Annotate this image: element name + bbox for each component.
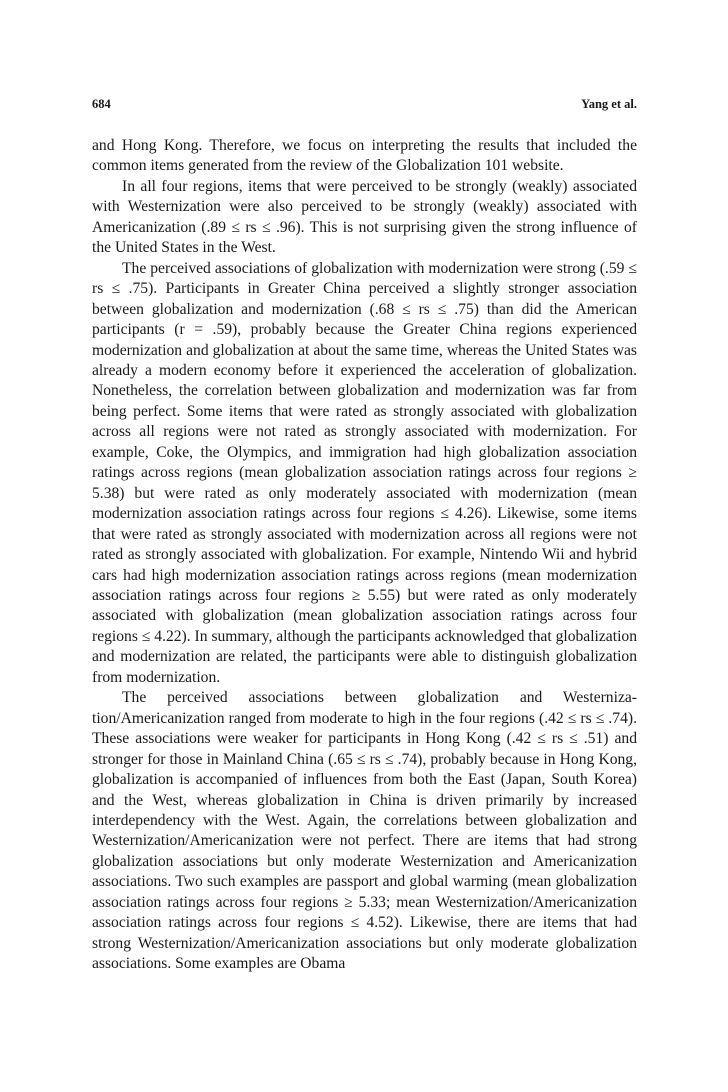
journal-page <box>92 0 637 1092</box>
running-head <box>92 97 637 115</box>
paragraph-continuation: and Hong Kong. Therefore, we focus on interpreting the results that included the common items generated from the review of the Globalization 101 website. <box>92 137 637 175</box>
body-text <box>92 136 637 975</box>
page-number: 684 <box>92 97 111 111</box>
paragraph-westernization: In all four regions, items that were perceived to be strongly (weakly) associated with Westernization were also perceived to be strongly (weakly) associated with Americanization (.89 ≤ rs ≤ .96). This is not surprising given the strong influence of the United States in the West. <box>92 177 637 257</box>
running-author: Yang et al. <box>581 97 637 111</box>
paragraph-modernization: The perceived associations of globalization with modernization were strong (.59 ≤ rs ≤ .75). Participants in Greater China perceived a slightly stronger association between globalization and modernization (.68 ≤ rs ≤ .75) than did the American participants (r = .59), probably because the Greater China regions experienced modernization and globalization at about the same time, whereas the United States was already a modern economy before it experienced the acceleration of globalization. Nonetheless, the correlation between globalization and modernization was far from being perfect. Some items that were rated as strongly associated with globalization across all regions were not rated as strongly associated with modernization. For example, Coke, the Olympics, and immigration had high globalization association ratings across regions (mean globalization association ratings across four regions ≥ 5.38) but were rated as only moderately associated with modernization (mean modernization association ratings across four regions ≤ 4.26). Likewise, some items that were rated as strongly associated with modernization across all regions were not rated as strongly associated with globalization. For example, Nintendo Wii and hybrid cars had high modernization association ratings across regions (mean modernization association ratings across four regions ≥ 5.55) but were rated as only moderately associated with globalization (mean globalization association ratings across four regions ≤ 4.22). In summary, although the participants acknowledged that globalization and modernization are related, the participants were able to distinguish globalization from modernization. <box>92 259 637 686</box>
paragraph-westernization-americanization: The perceived associations between globalization and Westernization/Americanization ranged from moderate to high in the four regions (.42 ≤ rs ≤ .74). These associations were weaker for participants in Hong Kong (.42 ≤ rs ≤ .51) and stronger for those in Mainland China (.65 ≤ rs ≤ .74), probably because in Hong Kong, globalization is accompanied of influences from both the East (Japan, South Korea) and the West, whereas globalization in China is driven primarily by increased interdependency with the West. Again, the correlations between globalization and Westernization/Americanization were not perfect. There are items that had strong globalization associations but only moderate Westernization and Americanization associations. Two such examples are passport and global warming (mean globalization association ratings across four regions ≥ 5.33; mean Westernization/Americanization association ratings across four regions ≤ 4.52). Likewise, there are items that had strong Westernization/Americanization associations but only moderate globalization associations. Some examples are Obama <box>92 689 637 973</box>
